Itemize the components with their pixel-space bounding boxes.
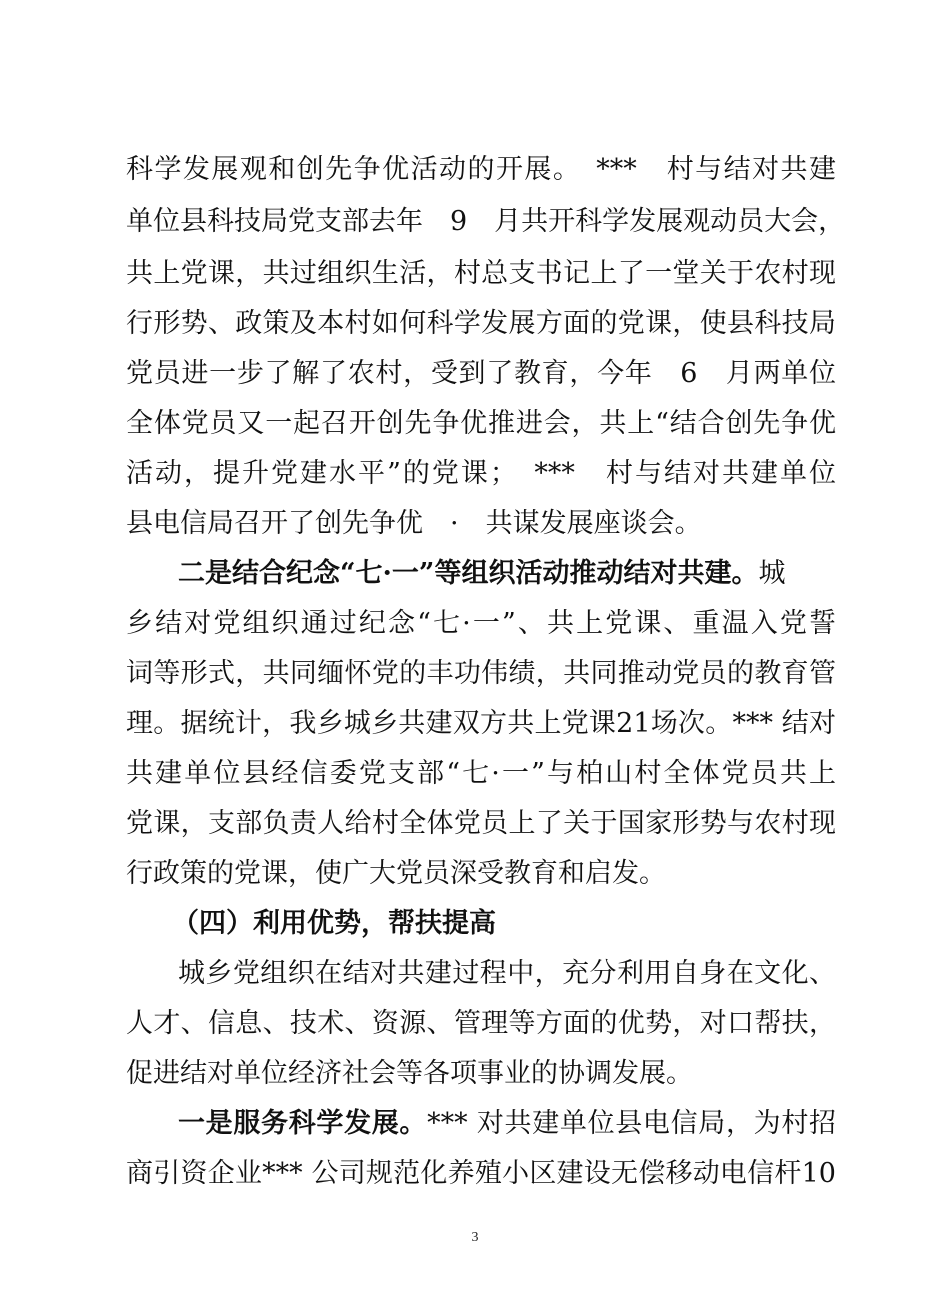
body-line: 词等形式，共同缅怀党的丰功伟绩，共同推动党员的教育管 bbox=[126, 658, 836, 689]
paragraph-lead-line bbox=[178, 1100, 836, 1148]
body-line: 全体党员又一起召开创先争优推进会，共上“结合创先争优 bbox=[126, 408, 836, 439]
page-number: 3 bbox=[471, 1230, 479, 1245]
paragraph-lead-text: *** 对共建单位县电信局，为村招 bbox=[427, 1108, 836, 1139]
section-heading: （四）利用优势，帮扶提高 bbox=[172, 908, 496, 939]
body-line: 单位县科技局党支部去年 9 月共开科学发展观动员大会， bbox=[126, 206, 846, 237]
body-line: 乡结对党组织通过纪念“七·一”、共上党课、重温入党誓 bbox=[126, 608, 836, 639]
body-line: 县电信局召开了创先争优 · 共谋发展座谈会。 bbox=[126, 508, 702, 539]
body-line: 共上党课，共过组织生活，村总支书记上了一堂关于农村现 bbox=[126, 258, 836, 289]
paragraph-lead-line bbox=[178, 550, 836, 598]
body-line: 商引资企业*** 公司规范化养殖小区建设无偿移动电信杆10 bbox=[126, 1158, 836, 1189]
body-line: 党课，支部负责人给村全体党员上了关于国家形势与农村现 bbox=[126, 808, 836, 839]
paragraph-lead-text: 城 bbox=[758, 558, 786, 589]
body-line: 人才、信息、技术、资源、管理等方面的优势，对口帮扶， bbox=[126, 1008, 836, 1039]
body-line: 共建单位县经信委党支部“七·一”与柏山村全体党员共上 bbox=[126, 758, 836, 789]
body-line: 活动，提升党建水平”的党课； *** 村与结对共建单位 bbox=[126, 458, 836, 489]
body-line: 行形势、政策及本村如何科学发展方面的党课，使县科技局 bbox=[126, 308, 836, 339]
body-line: 科学发展观和创先争优活动的开展。 *** 村与结对共建 bbox=[126, 154, 836, 185]
body-line: 党员进一步了解了农村，受到了教育，今年 6 月两单位 bbox=[126, 358, 836, 389]
body-line: 促进结对单位经济社会等各项事业的协调发展。 bbox=[126, 1058, 693, 1089]
body-line: 城乡党组织在结对共建过程中，充分利用自身在文化、 bbox=[178, 958, 836, 989]
body-line: 理。据统计，我乡城乡共建双方共上党课21场次。*** 结对 bbox=[126, 708, 836, 739]
paragraph-lead-heading: 二是结合纪念“七·一”等组织活动推动结对共建。 bbox=[178, 558, 759, 589]
paragraph-lead-heading: 一是服务科学发展。 bbox=[178, 1108, 428, 1139]
body-line: 行政策的党课，使广大党员深受教育和启发。 bbox=[126, 858, 666, 889]
